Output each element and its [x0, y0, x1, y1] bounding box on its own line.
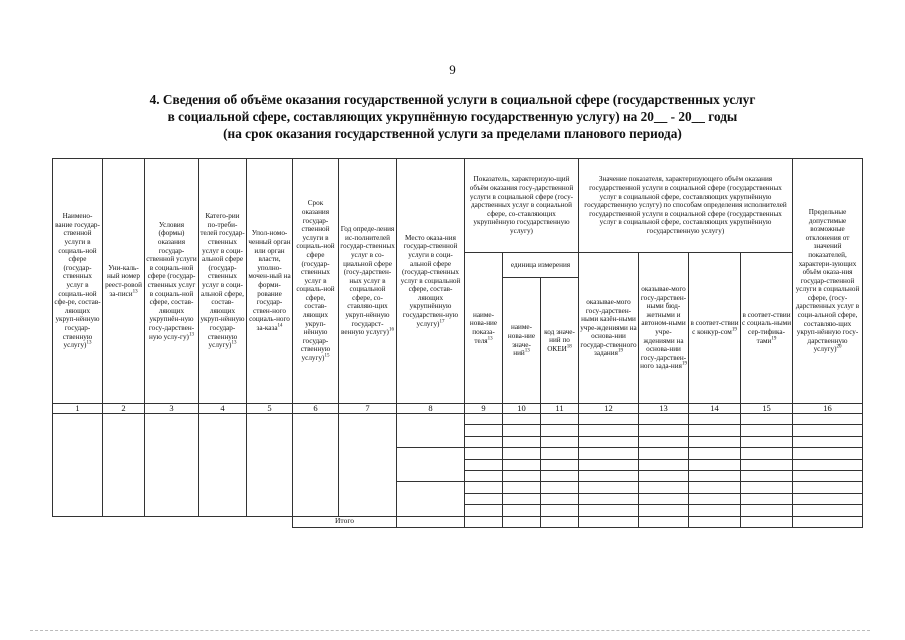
- column-number: 6: [293, 404, 339, 414]
- column-number: 3: [145, 404, 199, 414]
- column-number: 12: [579, 404, 639, 414]
- data-cell: [741, 493, 793, 504]
- data-cell: [793, 493, 863, 504]
- data-cell: [741, 482, 793, 493]
- scan-edge: [30, 630, 870, 631]
- header-place: Место оказа-ния государ-ственной услуги в соци-альной сфере (государ-ственных услуг в социальной сфере, состав-ляющих укрупнённую государствен-ную услугу)$^{17}$: [397, 159, 465, 404]
- data-cell: [465, 516, 503, 527]
- header-okei-code: код значе-ний по ОКЕИ$^{18}$: [541, 278, 579, 404]
- data-cell: [689, 414, 741, 425]
- data-cell: [579, 448, 639, 459]
- data-cell: [741, 459, 793, 470]
- data-cell: [639, 436, 689, 447]
- column-number: 2: [103, 404, 145, 414]
- data-cell: [579, 414, 639, 425]
- data-cell: [639, 414, 689, 425]
- data-cell: [793, 425, 863, 436]
- column-number: 8: [397, 404, 465, 414]
- column-number: 4: [199, 404, 247, 414]
- data-cell: [397, 516, 465, 527]
- data-cell: [639, 493, 689, 504]
- data-cell: [793, 505, 863, 516]
- data-cell: [741, 516, 793, 527]
- data-cell: [53, 414, 103, 517]
- header-state-assignment-budget: оказывае-мого госу-дарствен-ными бюд-жетными и автоном-ными учре-ждениями на основа-нии госу-дарствен-ного зада-ния$^{19}$: [639, 253, 689, 404]
- data-cell: [503, 436, 541, 447]
- header-state-assignment-kazen: оказывае-мого госу-дарствен-ными казён-ными учре-ждениями на основа-нии государ-ственного задания$^{19}$: [579, 253, 639, 404]
- column-number: 10: [503, 404, 541, 414]
- data-cell: [639, 482, 689, 493]
- data-cell: [541, 505, 579, 516]
- title-line-3: (на срок оказания государственной услуги за пределами планового периода): [223, 126, 682, 141]
- data-cell: [465, 482, 503, 493]
- blank-cell: [53, 516, 293, 527]
- data-cell: [689, 470, 741, 481]
- data-cell: [689, 493, 741, 504]
- data-cell: [579, 482, 639, 493]
- title-line-1: 4. Сведения об объёме оказания государственной услуги в социальной сфере (государственных услуг: [149, 92, 756, 107]
- data-cell: [579, 516, 639, 527]
- data-cell: [503, 482, 541, 493]
- data-cell: [397, 482, 465, 516]
- data-cell: [465, 459, 503, 470]
- header-authorized-body: Упол-номо-ченный орган или орган власти, уполно-мочен-ный на форми-рование государ-ствен-ного социаль-ного за-каза$^{14}$: [247, 159, 293, 404]
- header-registry-number: Уни-каль-ный номер реест-ровой за-писи$^{13}$: [103, 159, 145, 404]
- data-cell: [579, 470, 639, 481]
- data-cell: [465, 425, 503, 436]
- data-cell: [639, 505, 689, 516]
- data-cell: [689, 505, 741, 516]
- data-cell: [541, 436, 579, 447]
- data-cell: [793, 459, 863, 470]
- column-number: 1: [53, 404, 103, 414]
- header-value-group: Значение показателя, характеризующего объём оказания государственной услуги в социальной сфере (государственных услуг в социальной сфере, составляющих укрупнённую государственную услугу) по способам определения исполнителей государственной услуги в социальной сфере (государственных услуг в социальной сфере, составляющих укрупнённую государственную услугу): [579, 159, 793, 253]
- data-cell: [465, 448, 503, 459]
- data-cell: [793, 482, 863, 493]
- data-cell: [741, 505, 793, 516]
- header-consumer-categories: Катего-рии по-треби-телей государ-ственных услуг в соци-альной сфере (государ-ственных услуг в соци-альной сфере, состав-ляющих укруп-нённую государ-ственную услугу)$^{13}$: [199, 159, 247, 404]
- data-cell: [339, 414, 397, 517]
- column-number: 13: [639, 404, 689, 414]
- data-cell: [541, 493, 579, 504]
- column-number: 9: [465, 404, 503, 414]
- column-number: 15: [741, 404, 793, 414]
- data-cell: [465, 436, 503, 447]
- header-social-certificates: в соответ-ствии с социаль-ными сер-тифика-тами$^{19}$: [741, 253, 793, 404]
- data-cell: [741, 425, 793, 436]
- data-cell: [397, 448, 465, 482]
- header-indicator-group: Показатель, характеризую-щий объём оказания госу-дарственной услуги в социальной сфере (госу-дарственных услуг в социальной сфере, со-ставляющих укрупнённую государственную услугу): [465, 159, 579, 253]
- data-cell: [579, 505, 639, 516]
- data-cell: [541, 448, 579, 459]
- header-indicator-name: наиме-нова-ние показа-теля$^{13}$: [465, 253, 503, 404]
- data-cell: [541, 414, 579, 425]
- header-service-term: Срок оказания государ-ственной услуги в социаль-ной сфере (государ-ственных услуг в социаль-ной сфере, состав-ляющих укруп-нённую государ-ственную услугу)$^{15}$: [293, 159, 339, 404]
- data-cell: [465, 505, 503, 516]
- data-cell: [541, 482, 579, 493]
- data-cell: [503, 414, 541, 425]
- column-numbers-row: [53, 404, 863, 414]
- total-label: Итого: [293, 516, 397, 527]
- header-unit-group: единица измерения: [503, 253, 579, 278]
- data-cell: [465, 493, 503, 504]
- data-cell: [503, 425, 541, 436]
- data-cell: [579, 436, 639, 447]
- data-cell: [639, 425, 689, 436]
- data-cell: [541, 425, 579, 436]
- volume-table: [52, 158, 863, 528]
- data-cell: [793, 414, 863, 425]
- data-cell: [689, 482, 741, 493]
- data-cell: [689, 459, 741, 470]
- data-cell: [689, 448, 741, 459]
- header-deviations: Предельные допустимые возможные отклонения от значений показателей, характери-зующих объём оказа-ния государ-ственной услуги в социальной сфере, (госу-дарственных услуг в соци-альной сфере, составляю-щих укруп-нённую госу-дарственную услугу)$^{20}$: [793, 159, 863, 404]
- data-cell: [503, 516, 541, 527]
- data-cell: [639, 470, 689, 481]
- header-competition: в соответ-ствии с конкур-сом$^{19}$: [689, 253, 741, 404]
- title-line-2: в социальной сфере, составляющих укрупнённую государственную услугу) на 20__ - 20__ годы: [167, 109, 738, 124]
- column-number: 14: [689, 404, 741, 414]
- data-cell: [793, 470, 863, 481]
- data-cell: [541, 470, 579, 481]
- column-number: 16: [793, 404, 863, 414]
- data-cell: [689, 516, 741, 527]
- data-cell: [247, 414, 293, 517]
- table-row: [53, 414, 863, 425]
- data-cell: [689, 436, 741, 447]
- data-cell: [199, 414, 247, 517]
- data-cell: [579, 493, 639, 504]
- data-cell: [741, 448, 793, 459]
- data-cell: [397, 414, 465, 448]
- data-cell: [579, 425, 639, 436]
- data-cell: [503, 448, 541, 459]
- data-cell: [689, 425, 741, 436]
- header-year-of-determination: Год опреде-ления ис-полнителей государ-ственных услуг в со-циальной сфере (госу-дарствен-ных услуг в социальной сфере, со-ставляю-щих укруп-нённую государст-венную услугу)$^{16}$: [339, 159, 397, 404]
- column-number: 5: [247, 404, 293, 414]
- data-cell: [793, 436, 863, 447]
- section-title: [60, 91, 845, 142]
- data-cell: [741, 414, 793, 425]
- data-cell: [579, 459, 639, 470]
- data-cell: [465, 470, 503, 481]
- data-cell: [145, 414, 199, 517]
- page-number: 9: [449, 62, 456, 77]
- data-cell: [639, 448, 689, 459]
- header-service-name: Наимено-вание государ-ственной услуги в социаль-ной сфере (государ-ственных услуг в социаль-ной сфе-ре, состав-ляющих укруп-нённую государ-ственную услугу)$^{13}$: [53, 159, 103, 404]
- column-number: 11: [541, 404, 579, 414]
- header-conditions: Условия (формы) оказания государ-ственной услуги в социаль-ной сфере (государ-ственных услуг в социаль-ной сфере, состав-ляющих укрупнён-ную госу-дарствен-ную услу-гу)$^{13}$: [145, 159, 199, 404]
- data-cell: [741, 436, 793, 447]
- data-cell: [465, 414, 503, 425]
- data-cell: [103, 414, 145, 517]
- total-row: [53, 516, 863, 527]
- data-cell: [503, 470, 541, 481]
- data-cell: [503, 459, 541, 470]
- data-cell: [503, 505, 541, 516]
- header-unit-name: наиме-нова-ние значе-ний$^{13}$: [503, 278, 541, 404]
- data-cell: [541, 516, 579, 527]
- data-cell: [793, 516, 863, 527]
- data-cell: [503, 493, 541, 504]
- data-cell: [541, 459, 579, 470]
- column-number: 7: [339, 404, 397, 414]
- data-cell: [741, 470, 793, 481]
- data-cell: [639, 459, 689, 470]
- data-cell: [793, 448, 863, 459]
- data-cell: [639, 516, 689, 527]
- data-cell: [293, 414, 339, 517]
